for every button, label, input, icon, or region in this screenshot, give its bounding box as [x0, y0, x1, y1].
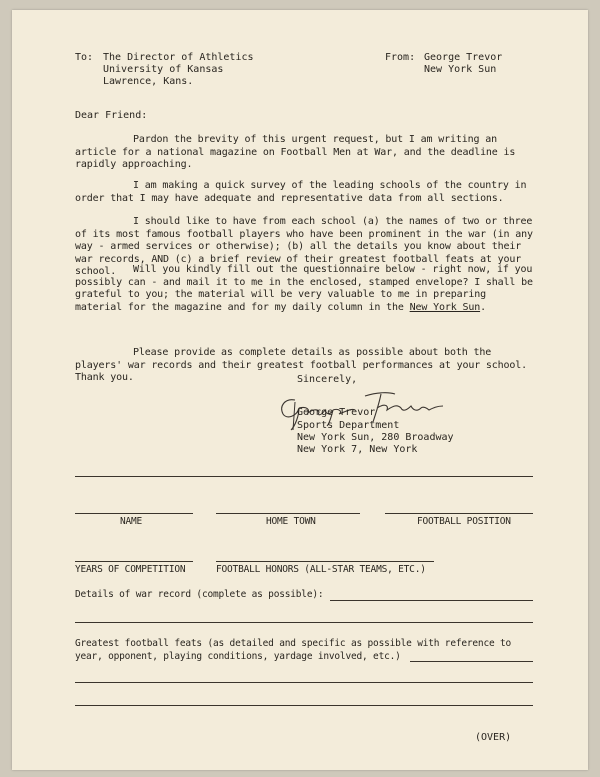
greatest-feats-inline-line[interactable] — [410, 661, 533, 662]
war-record-label: Details of war record (complete as possible): — [75, 589, 324, 600]
greatest-feats-label-1: Greatest football feats (as detailed and specific as possible with reference to — [75, 638, 512, 649]
from-label: From: — [385, 52, 416, 63]
closing-line-3: New York Sun, 280 Broadway — [297, 432, 454, 443]
name-label: NAME — [120, 516, 143, 527]
years-field-line[interactable] — [75, 561, 193, 562]
newspaper-name: New York Sun — [409, 301, 481, 313]
football-position-field-line[interactable] — [385, 513, 533, 514]
salutation: Dear Friend: — [75, 110, 148, 121]
war-record-line-2[interactable] — [75, 622, 533, 623]
home-town-label: HOME TOWN — [266, 516, 316, 527]
over-note: (OVER) — [475, 732, 512, 743]
to-line-2: University of Kansas — [103, 64, 224, 75]
closing-sincerely: Sincerely, — [297, 374, 358, 385]
form-top-rule — [75, 476, 533, 477]
greatest-feats-line-3[interactable] — [75, 705, 533, 706]
paragraph-1: Pardon the brevity of this urgent request, but I am writing an article for a national magazine on Football Men at War, and the deadline is rapidly approaching. — [75, 134, 516, 170]
to-label: To: — [75, 52, 94, 63]
closing-line-2: Sports Department — [297, 420, 400, 431]
home-town-field-line[interactable] — [216, 513, 360, 514]
years-of-competition-label: YEARS OF COMPETITION — [75, 564, 186, 575]
paragraph-4-text: Will you kindly fill out the questionnaire below - right now, if you possibly can - and mail it to me in the enclosed, stamped envelope? I shall be grateful to you; the material will be very valuable to me in preparing material for the magazine and for my daily column in the — [75, 264, 533, 313]
paragraph-2: I am making a quick survey of the leading schools of the country in order that I may have adequate and representative data from all sections. — [75, 180, 527, 204]
from-line-1: George Trevor — [424, 52, 503, 63]
football-honors-label: FOOTBALL HONORS (ALL-STAR TEAMS, ETC.) — [216, 564, 426, 575]
honors-field-line[interactable] — [216, 561, 434, 562]
letter-page — [12, 10, 588, 770]
war-record-inline-line[interactable] — [330, 600, 533, 601]
greatest-feats-line-2[interactable] — [75, 682, 533, 683]
closing-line-4: New York 7, New York — [297, 444, 418, 455]
football-position-label: FOOTBALL POSITION — [417, 516, 511, 527]
closing-line-1: George Trevor — [297, 407, 376, 418]
from-line-2: New York Sun — [424, 64, 497, 75]
to-line-3: Lawrence, Kans. — [103, 76, 194, 87]
paragraph-5: Please provide as complete details as possible about both the players' war records and their greatest football performances at your school. Thank you. — [75, 347, 528, 383]
name-field-line[interactable] — [75, 513, 193, 514]
paragraph-4: Will you kindly fill out the questionnaire below - right now, if you possibly can - and mail it to me in the enclosed, stamped envelope? I shall be grateful to you; the material will be very valuable to me in preparing material for the magazine and for my daily column in the New York Sun. — [75, 264, 533, 313]
to-line-1: The Director of Athletics — [103, 52, 254, 63]
greatest-feats-label-2: year, opponent, playing conditions, yardage involved, etc.) — [75, 651, 401, 662]
paragraph-3: I should like to have from each school (a) the names of two or three of its most famous football players who have been prominent in the war (in any way - armed services or otherwise); (b) all the details you know about their war records, AND (c) a brief review of their greatest football feats at your school. — [75, 216, 533, 277]
